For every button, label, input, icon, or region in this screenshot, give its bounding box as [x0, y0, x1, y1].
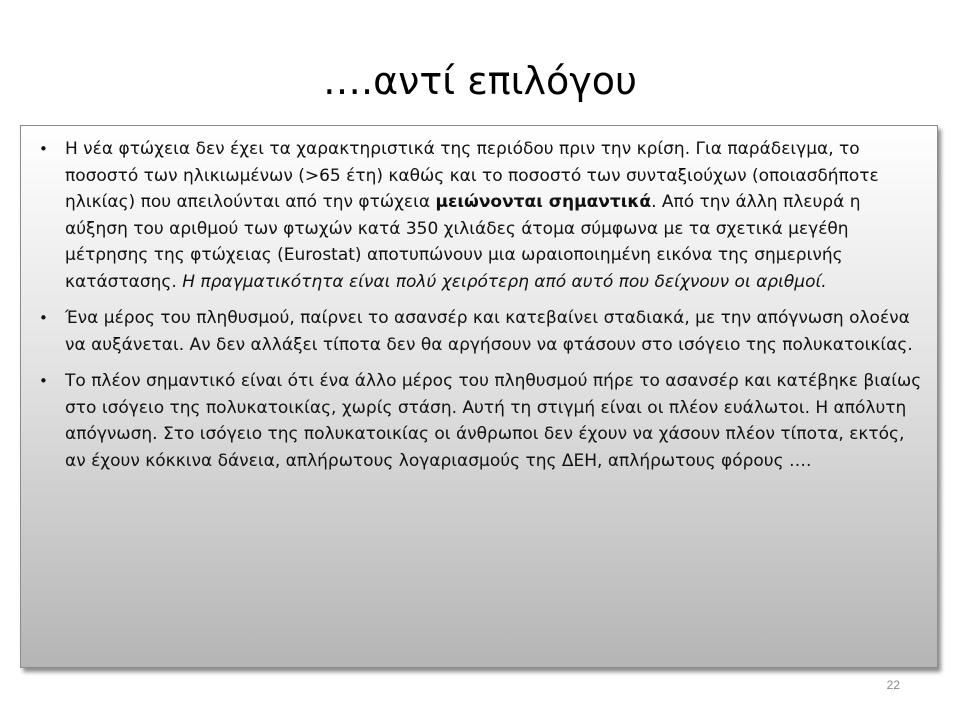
bullet-list [21, 126, 937, 474]
bullet-icon: • [39, 372, 48, 390]
bullet-3-text: Το πλέον σημαντικό είναι ότι ένα άλλο μέρος του πληθυσμού πήρε το ασανσέρ και κατέβηκε βιαίως στο ισόγειο της πολυκατοικίας, χωρίς στάση. Αυτή τη στιγμή είναι οι πλέον ευάλωτοι. Η απόλυτη απόγνωση. Στο ισόγειο της πολυκατοικίας οι άνθρωποι δεν έχουν να χάσουν πλέον τίποτα, εκτός, αν έχουν κόκκινα δάνεια, απλήρωτους λογαριασμούς της ΔΕΗ, απλήρωτους φόρους …. [65, 371, 922, 471]
slide-title: ….αντί επιλόγου [323, 59, 637, 103]
bullet-1-text: Η νέα φτώχεια δεν έχει τα χαρακτηριστικά της περιόδου πριν την κρίση. Για παράδειγμα, το ποσοστό των ηλικιωμένων (>65 έτη) καθώς και το ποσοστό των συνταξιούχων (οποιασδήποτε ηλικίας) που απειλούνται από την φτώχεια [65, 139, 879, 212]
bullet-2-text: Ένα μέρος του πληθυσμού, παίρνει το ασανσέρ και κατεβαίνει σταδιακά, με την απόγνωση ολοένα να αυξάνεται. Αν δεν αλλάξει τίποτα δεν θα αργήσουν να φτάσουν στο ισόγειο της πολυκατοικίας. [65, 308, 913, 355]
bullet-item-3 [39, 368, 925, 474]
bullet-item-2 [39, 305, 925, 358]
page-number: 22 [886, 678, 900, 692]
bullet-icon: • [39, 140, 48, 158]
content-box [20, 125, 938, 668]
bullet-item-1 [39, 136, 925, 295]
bullet-1-italic-text: Η πραγματικότητα είναι πολύ χειρότερη από αυτό που δείχνουν οι αριθμοί. [182, 271, 827, 292]
bullet-1-text-cont: . Από την άλλη πλευρά η αύξηση του αριθμού των φτωχών κατά 350 χιλιάδες άτομα σύμφωνα με τα σχετικά μεγέθη μέτρησης της φτώχειας (Eurostat) αποτυπώνουν μια ωραιοποιημένη εικόνα της σημερινής κατάστασης. [65, 192, 861, 292]
bullet-icon: • [39, 309, 48, 327]
bullet-1-bold-text: μειώνονται σημαντικά [435, 192, 652, 212]
